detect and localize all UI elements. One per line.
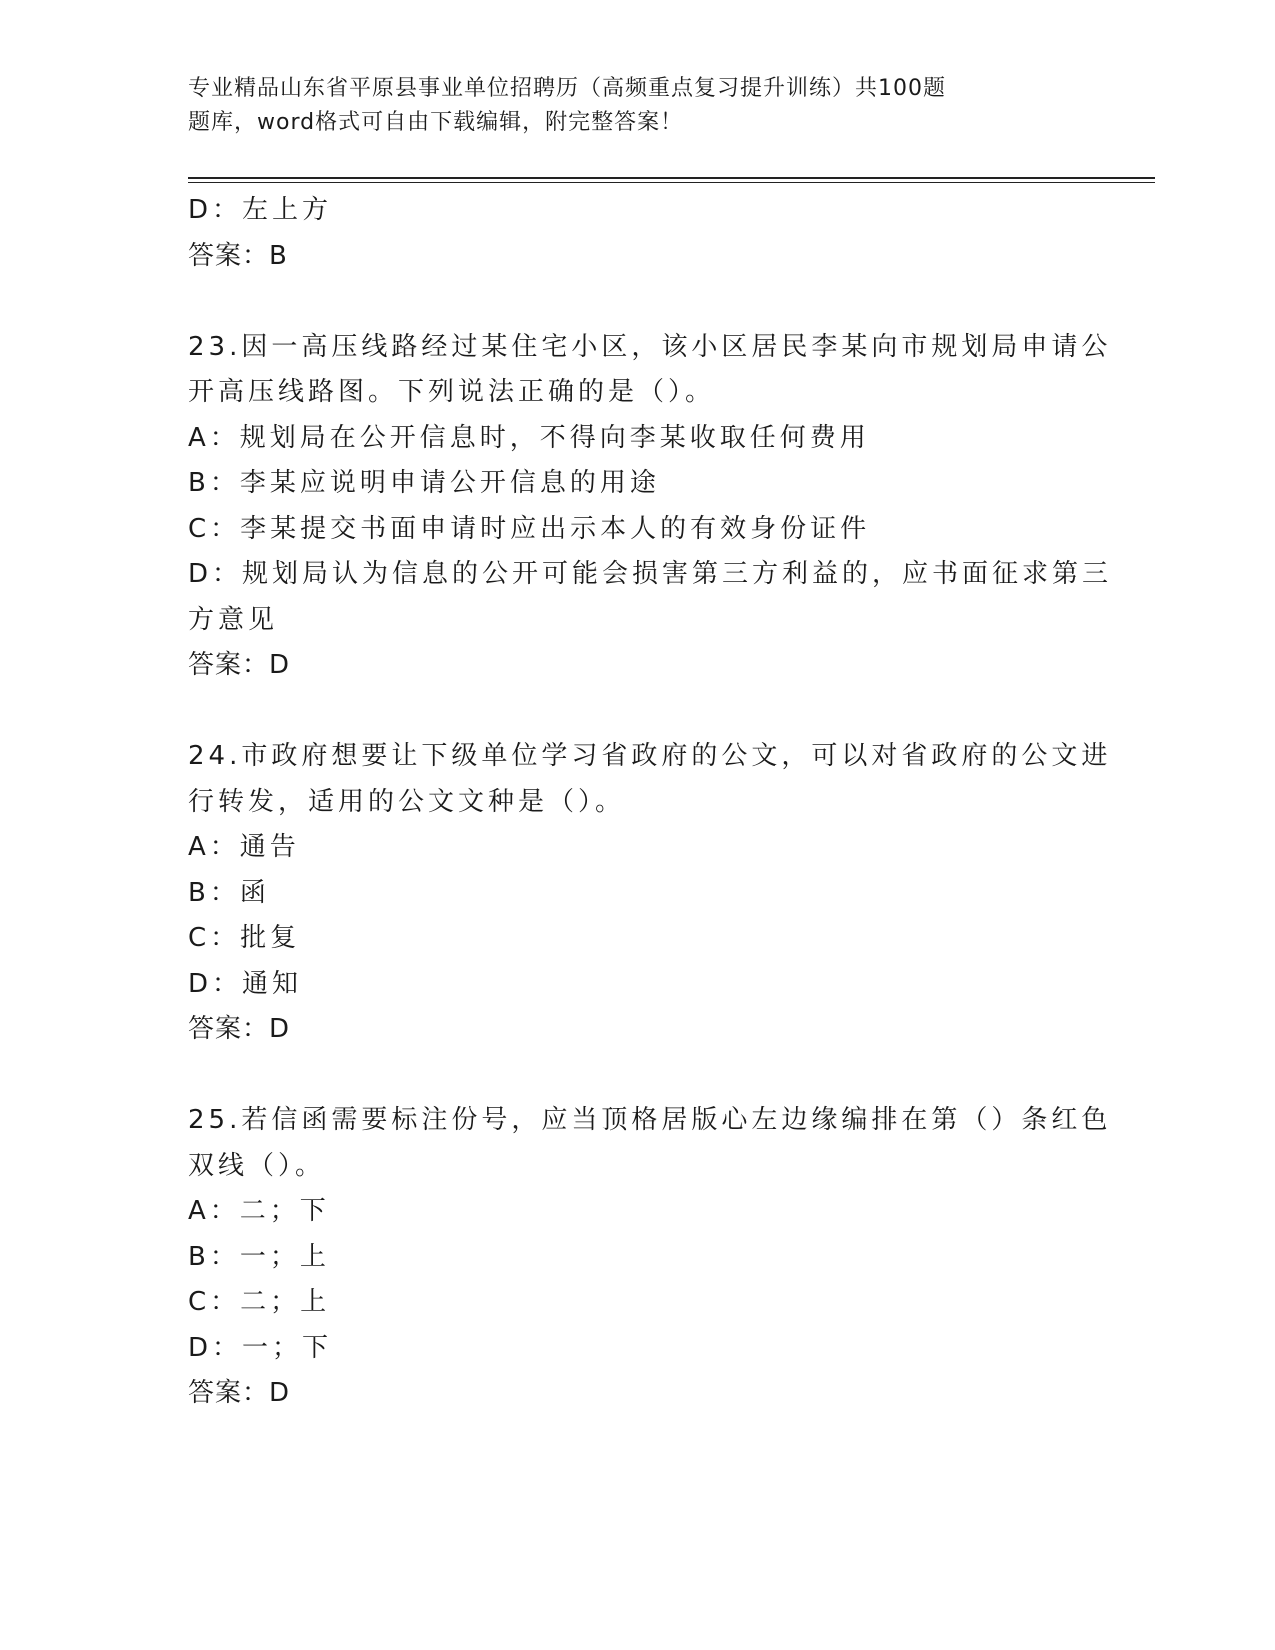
header-rule-thin [188,182,1155,183]
question-25 [188,1098,1112,1417]
document-header [188,72,1028,140]
spacer [188,279,1068,325]
spacer [188,689,1068,735]
answer-line: 答案：D [188,1378,291,1408]
option-b: B：函 [188,877,270,908]
question-23 [188,325,1113,689]
option-d: D：通知 [188,968,303,999]
answer-line: 答案：B [188,240,288,271]
option-a: A：二；下 [188,1196,330,1226]
previous-question-tail [188,188,1068,279]
option-c: C：批复 [188,923,301,953]
option-a: A：规划局在公开信息时，不得向李某收取任何费用 [188,422,870,453]
option-b: B：一；上 [188,1241,330,1272]
question-stem-line: 25.若信函需要标注份号，应当顶格居版心左边缘编排在第（）条红色 [188,1105,1112,1135]
option-b: B：李某应说明申请公开信息的用途 [188,468,660,498]
spacer [188,1053,1068,1099]
option-a: A：通告 [188,832,300,862]
header-line-1: 专业精品山东省平原县事业单位招聘历（高频重点复习提升训练）共100题 [188,76,946,101]
header-rule-thick [188,177,1155,179]
option-d: D：左上方 [188,195,333,225]
option-d: D：规划局认为信息的公开可能会损害第三方利益的，应书面征求第三 [188,559,1113,589]
option-c: C：李某提交书面申请时应出示本人的有效身份证件 [188,513,871,544]
option-c: C：二；上 [188,1287,331,1317]
option-d-continued: 方意见 [188,604,279,635]
option-d: D：一；下 [188,1332,333,1363]
question-stem-line: 开高压线路图。下列说法正确的是（）。 [188,377,716,407]
question-stem-line: 24.市政府想要让下级单位学习省政府的公文，可以对省政府的公文进 [188,741,1112,771]
header-line-2: 题库，word格式可自由下载编辑，附完整答案！ [188,110,684,135]
answer-line: 答案：D [188,1014,291,1044]
question-stem-line: 行转发，适用的公文文种是（）。 [188,786,626,817]
question-stem-line: 23.因一高压线路经过某住宅小区，该小区居民李某向市规划局申请公 [188,331,1112,362]
question-stem-line: 双线（）。 [188,1150,326,1181]
answer-line: 答案：D [188,650,291,680]
document-body [188,188,1113,1417]
question-24 [188,734,1112,1053]
